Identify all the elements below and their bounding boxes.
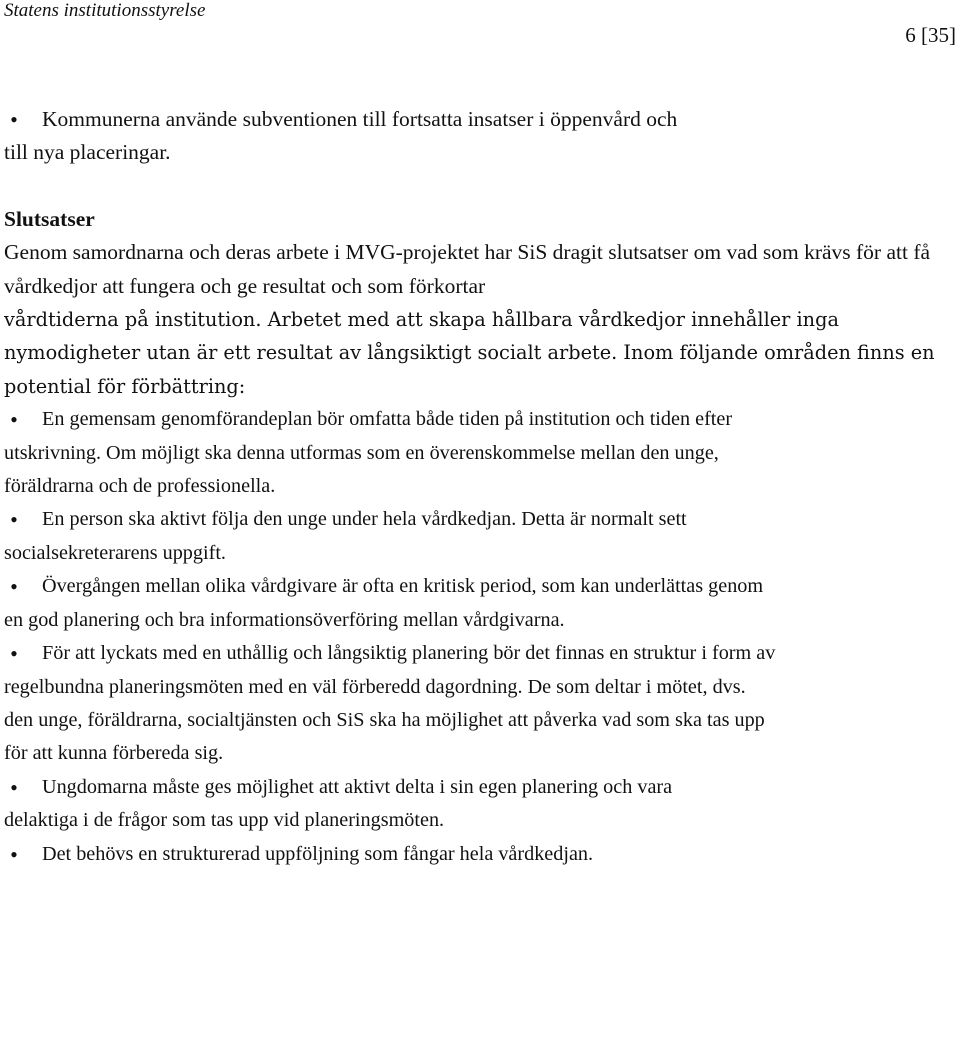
bullet-icon: • <box>10 774 18 800</box>
list-item <box>4 403 744 503</box>
bullet-icon: • <box>10 107 18 132</box>
bullet-icon: • <box>10 841 18 867</box>
list-item-text: Det behövs en strukturerad uppföljning som fångar hela vårdkedjan. <box>42 842 594 865</box>
list-item-text: En person ska aktivt följa den unge under hela vårdkedjan. Detta är normalt sett socialsekreterarens uppgift. <box>4 508 687 564</box>
bullet-icon: • <box>10 507 18 533</box>
page-number: 6 [35] <box>905 23 956 47</box>
bullet-icon: • <box>10 574 18 600</box>
list-item-text: Kommunerna använde subventionen till fortsatta insatser i öppenvård och till nya placeringar. <box>4 107 678 165</box>
list-item <box>4 771 704 838</box>
list-item <box>4 503 764 570</box>
list-item-text: Ungdomarna måste ges möjlighet att aktivt delta i sin egen planering och vara delaktiga i de frågor som tas upp vid planeringsmöten. <box>4 775 673 832</box>
list-item <box>4 103 694 170</box>
header-organization: Statens institutionsstyrelse <box>4 0 206 21</box>
document-body <box>4 103 958 871</box>
paragraph: vårdtiderna på institution. Arbetet med att skapa hållbara vårdkedjor innehåller inga nymodigheter utan är ett resultat av långsiktigt socialt arbete. Inom följande områden finns en potential för förbättring: <box>4 308 935 398</box>
bullet-icon: • <box>10 641 18 667</box>
list-item-text: Övergången mellan olika vårdgivare är ofta en kritisk period, som kan underlättas genom en god planering och bra informationsöverföring mellan vårdgivarna. <box>4 575 764 631</box>
list-item <box>4 570 779 637</box>
paragraph: Genom samordnarna och deras arbete i MVG-projektet har SiS dragit slutsatser om vad som krävs för att få vårdkedjor att fungera och ge resultat och som förkortar <box>4 240 931 298</box>
list-item <box>4 838 704 871</box>
list-item-text: En gemensam genomförandeplan bör omfatta både tiden på institution och tiden efter utskrivning. Om möjligt ska denna utformas som en överenskommelse mellan den unge, föräldrarna och de professionella. <box>4 408 733 498</box>
section-heading: Slutsatser <box>4 206 95 231</box>
list-item-text: För att lyckats med en uthållig och långsiktig planering bör det finnas en struktur i form av regelbundna planeringsmöten med en väl förberedd dagordning. De som deltar i mötet, dvs. den unge, föräldrarna, socialtjänsten och SiS ska ha möjlighet att påverka vad som ska tas upp för att kunna förbereda sig. <box>4 642 776 765</box>
list-item <box>4 637 779 771</box>
bullet-icon: • <box>10 407 18 433</box>
